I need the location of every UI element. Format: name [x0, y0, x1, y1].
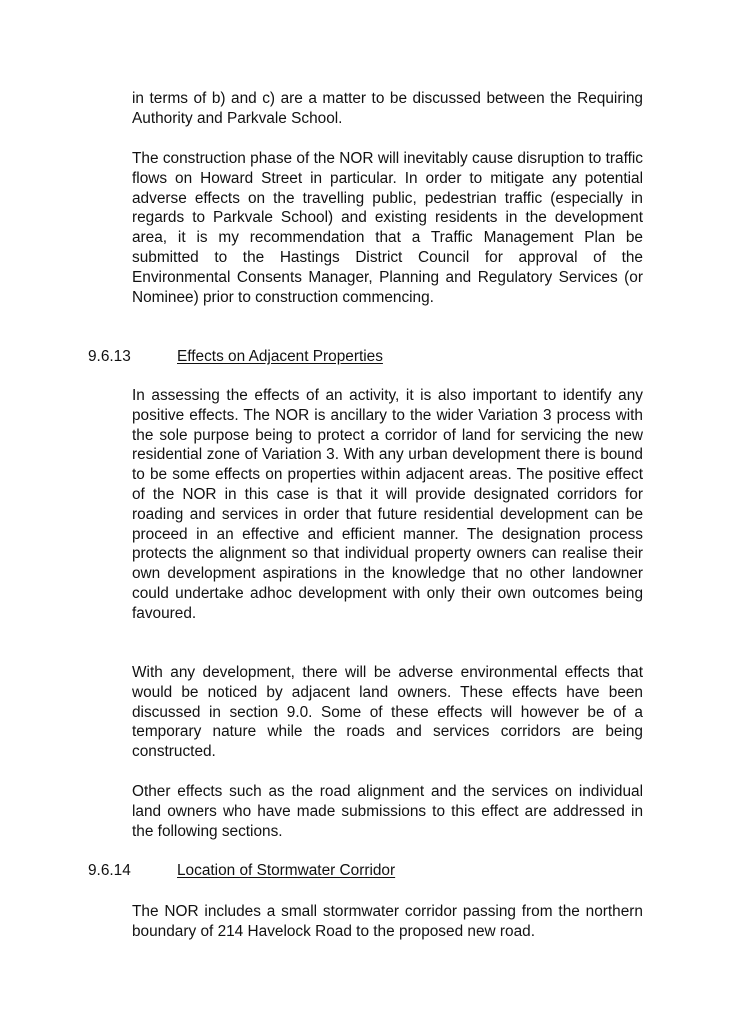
- paragraph-parkvale-terms: in terms of b) and c) are a matter to be discussed between the Requiring Authority and Parkvale School.: [132, 90, 643, 127]
- paragraph-adverse-effects: With any development, there will be adverse environmental effects that would be noticed by adjacent land owners. These effects have been discussed in section 9.0. Some of these effects will however be of a temporary nature while the roads and services corridors are being constructed.: [132, 664, 643, 761]
- paragraph-stormwater-corridor: The NOR includes a small stormwater corridor passing from the northern boundary of 214 Havelock Road to the proposed new road.: [132, 903, 643, 940]
- section-title: Effects on Adjacent Properties: [177, 348, 383, 365]
- paragraph-positive-effects: In assessing the effects of an activity, it is also important to identify any positive effects. The NOR is ancillary to the wider Variation 3 process with the sole purpose being to protect a corridor of land for servicing the new residential zone of Variation 3. With any urban development there is bound to be some effects on properties within adjacent areas. The positive effect of the NOR in this case is that it will provide designated corridors for roading and services in order that future residential development can be proceed in an effective and efficient manner. The designation process protects the alignment so that individual property owners can realise their own development aspirations in the knowledge that no other landowner could undertake adhoc development with only their own outcomes being favoured.: [132, 387, 643, 622]
- paragraph-construction-phase: The construction phase of the NOR will inevitably cause disruption to traffic flows on Howard Street in particular. In order to mitigate any potential adverse effects on the travelling public, pedestrian traffic (especially in regards to Parkvale School) and existing residents in the development area, it is my recommendation that a Traffic Management Plan be submitted to the Hastings District Council for approval of the Environmental Consents Manager, Planning and Regulatory Services (or Nominee) prior to construction commencing.: [132, 150, 643, 306]
- section-number: 9.6.14: [88, 862, 131, 879]
- paragraph-other-effects: Other effects such as the road alignment and the services on individual land owners who have made submissions to this effect are addressed in the following sections.: [132, 783, 643, 840]
- section-heading-9-6-13: [88, 347, 383, 367]
- section-heading-9-6-14: [88, 861, 395, 881]
- section-title: Location of Stormwater Corridor: [177, 862, 396, 879]
- section-number: 9.6.13: [88, 348, 131, 365]
